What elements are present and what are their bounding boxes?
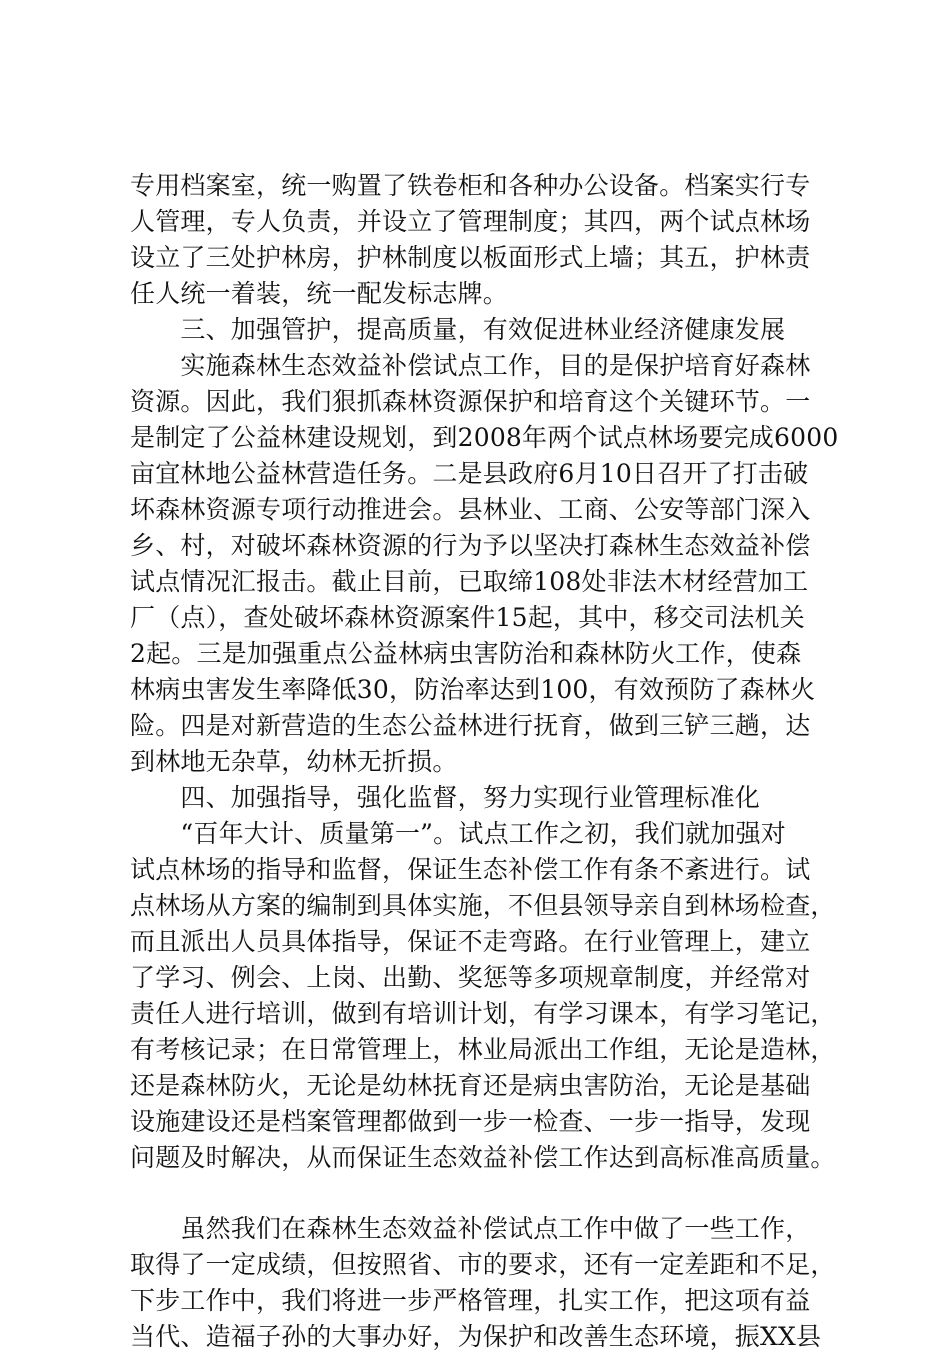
text-line: 有考核记录；在日常管理上，林业局派出工作组，无论是造林， bbox=[130, 1035, 836, 1064]
text-line: 试点林场的指导和监督，保证生态补偿工作有条不紊进行。试 bbox=[130, 855, 811, 884]
text-line: 实施森林生态效益补偿试点工作，目的是保护培育好森林 bbox=[130, 351, 811, 380]
text-line: 试点情况汇报击。截止目前，已取缔108处非法木材经营加工 bbox=[130, 567, 809, 596]
text-line: 2起。三是加强重点公益林病虫害防治和森林防火工作，使森 bbox=[130, 639, 802, 668]
text-line: 取得了一定成绩，但按照省、市的要求，还有一定差距和不足， bbox=[130, 1250, 836, 1279]
text-line: 是制定了公益林建设规划，到2008年两个试点林场要完成6000 bbox=[130, 423, 839, 452]
text-line: 当代、造福子孙的大事办好，为保护和改善生态环境，振XX县 bbox=[130, 1322, 822, 1351]
section-heading: 三、加强管护，提高质量，有效促进林业经济健康发展 bbox=[130, 315, 786, 344]
text-line: 点林场从方案的编制到具体实施，不但县领导亲自到林场检查， bbox=[130, 891, 836, 920]
text-line: 坏森林资源专项行动推进会。县林业、工商、公安等部门深入 bbox=[130, 495, 811, 524]
text-line: 虽然我们在森林生态效益补偿试点工作中做了一些工作， bbox=[130, 1214, 811, 1243]
text-line: 厂（点），查处破坏森林资源案件15起，其中，移交司法机关 bbox=[130, 603, 805, 632]
text-line: 到林地无杂草，幼林无折损。 bbox=[130, 747, 458, 776]
text-line: 林病虫害发生率降低30，防治率达到100，有效预防了森林火 bbox=[130, 675, 816, 704]
text-line: 乡、村，对破坏森林资源的行为予以坚决打森林生态效益补偿 bbox=[130, 531, 811, 560]
text-line: 责任人进行培训，做到有培训计划，有学习课本，有学习笔记， bbox=[130, 999, 836, 1028]
text-line: 设施建设还是档案管理都做到一步一检查、一步一指导，发现 bbox=[130, 1107, 811, 1136]
text-line: 问题及时解决，从而保证生态效益补偿工作达到高标准高质量。 bbox=[130, 1143, 836, 1172]
text-line: 下步工作中，我们将进一步严格管理，扎实工作，把这项有益 bbox=[130, 1286, 811, 1315]
text-line: 险。四是对新营造的生态公益林进行抚育，做到三铲三趟，达 bbox=[130, 711, 811, 740]
text-line: 亩宜林地公益林营造任务。二是县政府6月10日召开了打击破 bbox=[130, 459, 809, 488]
text-line: 人管理，专人负责，并设立了管理制度；其四，两个试点林场 bbox=[130, 207, 811, 236]
section-heading: 四、加强指导，强化监督，努力实现行业管理标准化 bbox=[130, 783, 761, 812]
text-line: 还是森林防火，无论是幼林抚育还是病虫害防治，无论是基础 bbox=[130, 1071, 811, 1100]
text-line: 了学习、例会、上岗、出勤、奖惩等多项规章制度，并经常对 bbox=[130, 963, 811, 992]
text-line: “百年大计、质量第一”。试点工作之初，我们就加强对 bbox=[130, 819, 786, 848]
text-line: 专用档案室，统一购置了铁卷柜和各种办公设备。档案实行专 bbox=[130, 171, 811, 200]
text-line: 任人统一着装，统一配发标志牌。 bbox=[130, 279, 509, 308]
text-line: 资源。因此，我们狠抓森林资源保护和培育这个关键环节。一 bbox=[130, 387, 811, 416]
text-line: 设立了三处护林房，护林制度以板面形式上墙；其五，护林责 bbox=[130, 243, 811, 272]
text-line: 而且派出人员具体指导，保证不走弯路。在行业管理上，建立 bbox=[130, 927, 811, 956]
